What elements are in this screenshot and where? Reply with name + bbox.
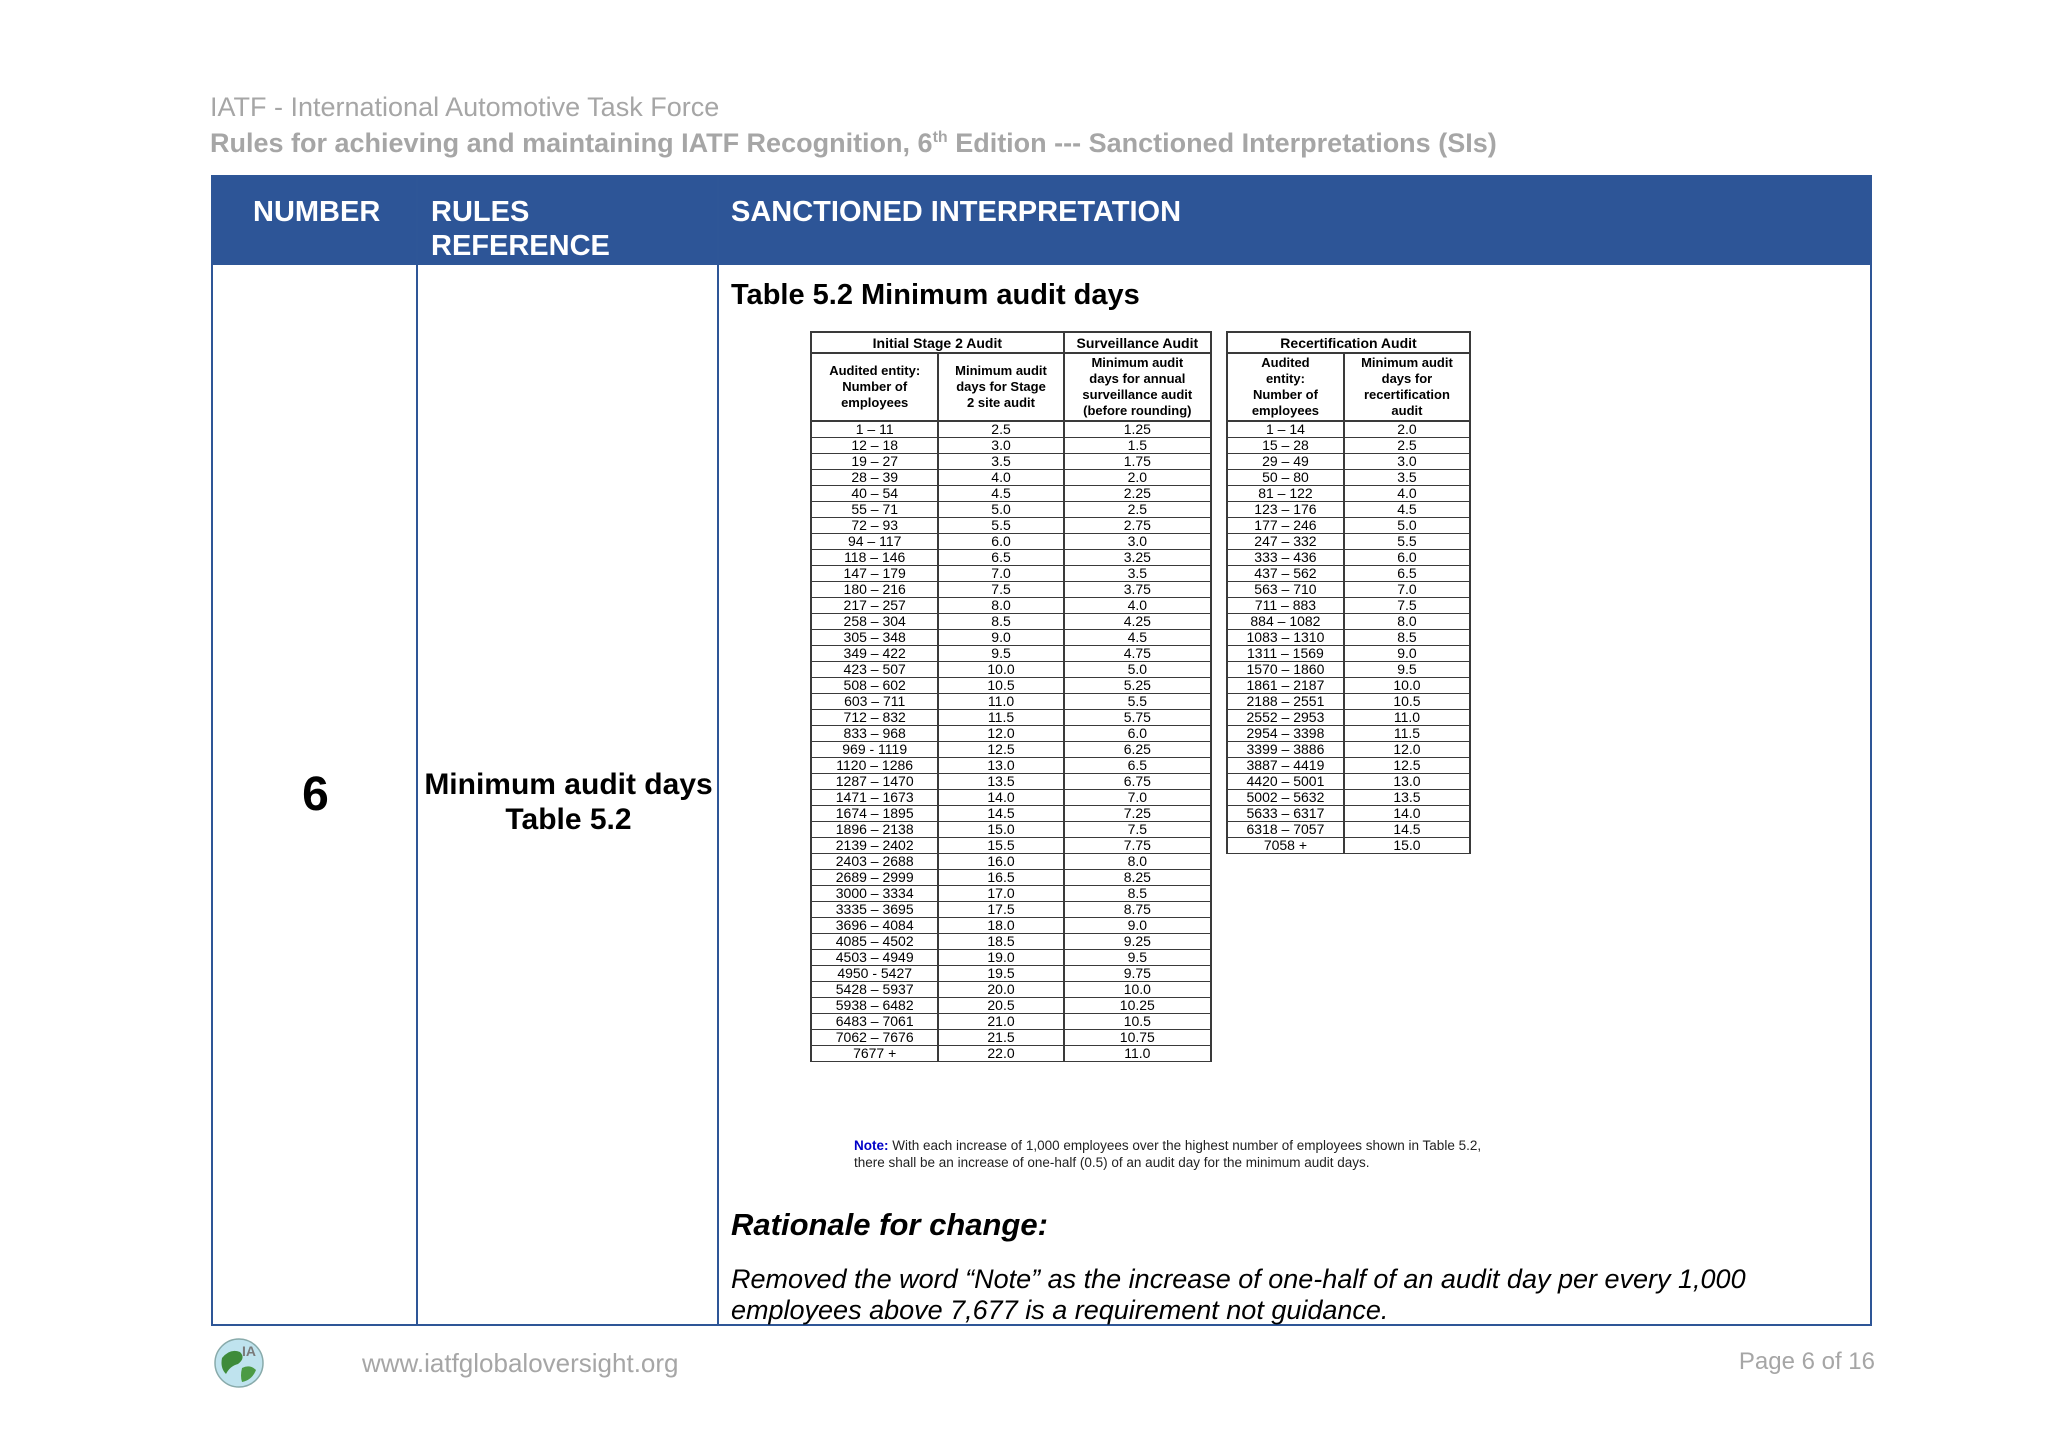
table-row — [811, 1030, 1211, 1046]
table-cell: 1120 – 1286 — [811, 758, 938, 774]
table-row — [811, 678, 1211, 694]
table-cell: 4.0 — [1344, 486, 1470, 502]
table-cell: 9.0 — [938, 630, 1063, 646]
table-row — [811, 534, 1211, 550]
table-cell: 81 – 122 — [1227, 486, 1344, 502]
table-cell: 9.0 — [1064, 918, 1211, 934]
table-cell: 1 – 14 — [1227, 421, 1344, 438]
table-cell: 6.5 — [938, 550, 1063, 566]
table-cell: 16.5 — [938, 870, 1063, 886]
table-row — [811, 918, 1211, 934]
table-cell: 94 – 117 — [811, 534, 938, 550]
table-cell: 7.5 — [1064, 822, 1211, 838]
table-cell: 177 – 246 — [1227, 518, 1344, 534]
table-cell: 9.5 — [1064, 950, 1211, 966]
table-cell: 5002 – 5632 — [1227, 790, 1344, 806]
col-header-surveillance-days: Minimum audit days for annual surveillance audit (before rounding) — [1064, 353, 1211, 421]
table-cell: 563 – 710 — [1227, 582, 1344, 598]
table-row — [1227, 678, 1470, 694]
svg-text:IA: IA — [242, 1343, 256, 1359]
table-cell: 180 – 216 — [811, 582, 938, 598]
table-cell: 21.5 — [938, 1030, 1063, 1046]
table-cell: 7.5 — [1344, 598, 1470, 614]
table-cell: 4420 – 5001 — [1227, 774, 1344, 790]
table-row — [811, 854, 1211, 870]
table-cell: 1674 – 1895 — [811, 806, 938, 822]
table-row — [811, 790, 1211, 806]
table-row — [811, 502, 1211, 518]
table-cell: 3887 – 4419 — [1227, 758, 1344, 774]
table-cell: 9.0 — [1344, 646, 1470, 662]
table-cell: 3.0 — [1344, 454, 1470, 470]
table-cell: 603 – 711 — [811, 694, 938, 710]
table-cell: 2.0 — [1344, 421, 1470, 438]
table-cell: 15.5 — [938, 838, 1063, 854]
table-row — [1227, 421, 1470, 438]
col-header-recert-employees: Audited entity: Number of employees — [1227, 353, 1344, 421]
table-cell: 5.5 — [1064, 694, 1211, 710]
table-cell: 9.5 — [938, 646, 1063, 662]
table-cell: 10.75 — [1064, 1030, 1211, 1046]
table-row — [1227, 454, 1470, 470]
table-cell: 12.0 — [1344, 742, 1470, 758]
table-cell: 2.75 — [1064, 518, 1211, 534]
table-row — [1227, 646, 1470, 662]
table-cell: 19.0 — [938, 950, 1063, 966]
table-cell: 5.0 — [1064, 662, 1211, 678]
table-row — [811, 662, 1211, 678]
footer-url: www.iatfglobaloversight.org — [362, 1348, 679, 1378]
table-row — [1227, 774, 1470, 790]
table-cell: 7062 – 7676 — [811, 1030, 938, 1046]
table-cell: 6483 – 7061 — [811, 1014, 938, 1030]
table-row — [1227, 534, 1470, 550]
table-cell: 8.5 — [1064, 886, 1211, 902]
table-row — [1227, 822, 1470, 838]
table-cell: 969 - 1119 — [811, 742, 938, 758]
table-cell: 10.0 — [1064, 982, 1211, 998]
table-row — [811, 582, 1211, 598]
table-cell: 2.5 — [1064, 502, 1211, 518]
table-cell: 4.0 — [1064, 598, 1211, 614]
table-cell: 247 – 332 — [1227, 534, 1344, 550]
table-cell: 3399 – 3886 — [1227, 742, 1344, 758]
table-cell: 18.0 — [938, 918, 1063, 934]
table-cell: 2552 – 2953 — [1227, 710, 1344, 726]
table-row — [1227, 742, 1470, 758]
group-header-recert: Recertification Audit — [1227, 332, 1470, 353]
table-row — [1227, 758, 1470, 774]
table-row — [811, 630, 1211, 646]
table-row — [811, 598, 1211, 614]
table-cell: 2.5 — [1344, 438, 1470, 454]
table-row — [811, 454, 1211, 470]
table-row — [811, 726, 1211, 742]
iatf-globe-logo-icon — [212, 1336, 266, 1390]
table-row — [811, 806, 1211, 822]
table-row — [1227, 502, 1470, 518]
table-cell: 8.25 — [1064, 870, 1211, 886]
table-cell: 6.0 — [938, 534, 1063, 550]
table-cell: 7.5 — [938, 582, 1063, 598]
table-row — [811, 566, 1211, 582]
table-cell: 14.0 — [938, 790, 1063, 806]
table-cell: 3.25 — [1064, 550, 1211, 566]
table-cell: 11.0 — [938, 694, 1063, 710]
table-cell: 4.25 — [1064, 614, 1211, 630]
table-row — [811, 998, 1211, 1014]
table-row — [811, 421, 1211, 438]
table-cell: 349 – 422 — [811, 646, 938, 662]
table-row — [811, 822, 1211, 838]
page-number: Page 6 of 16 — [1738, 1348, 1875, 1375]
table-row — [1227, 518, 1470, 534]
table-cell: 15.0 — [938, 822, 1063, 838]
table-row — [811, 870, 1211, 886]
table-row — [1227, 582, 1470, 598]
initial-audit-table — [810, 331, 1212, 1062]
table-cell: 423 – 507 — [811, 662, 938, 678]
table-cell: 333 – 436 — [1227, 550, 1344, 566]
table-cell: 1896 – 2138 — [811, 822, 938, 838]
table-row — [811, 518, 1211, 534]
table-cell: 5.25 — [1064, 678, 1211, 694]
table-cell: 2139 – 2402 — [811, 838, 938, 854]
table-cell: 10.5 — [1064, 1014, 1211, 1030]
table-cell: 6.0 — [1064, 726, 1211, 742]
table-cell: 147 – 179 — [811, 566, 938, 582]
table-cell: 11.5 — [938, 710, 1063, 726]
table-cell: 12.5 — [1344, 758, 1470, 774]
table-cell: 3.0 — [1064, 534, 1211, 550]
table-cell: 4.0 — [938, 470, 1063, 486]
table-cell: 19 – 27 — [811, 454, 938, 470]
table-row — [1227, 806, 1470, 822]
table-row — [811, 550, 1211, 566]
initial-audit-rows — [811, 421, 1211, 1062]
table-cell: 2.5 — [938, 421, 1063, 438]
table-cell: 7.0 — [938, 566, 1063, 582]
table-cell: 123 – 176 — [1227, 502, 1344, 518]
table-cell: 258 – 304 — [811, 614, 938, 630]
table-cell: 4.5 — [1064, 630, 1211, 646]
table-row — [811, 758, 1211, 774]
table-cell: 21.0 — [938, 1014, 1063, 1030]
table-row — [811, 710, 1211, 726]
table-cell: 4.5 — [938, 486, 1063, 502]
table-cell: 3.5 — [1064, 566, 1211, 582]
table-cell: 1083 – 1310 — [1227, 630, 1344, 646]
table-cell: 19.5 — [938, 966, 1063, 982]
table-cell: 7.75 — [1064, 838, 1211, 854]
rationale-heading: Rationale for change: — [731, 1207, 1048, 1242]
table-cell: 14.5 — [1344, 822, 1470, 838]
col-divider — [717, 177, 719, 1324]
group-header-surveillance: Surveillance Audit — [1064, 332, 1211, 353]
table-cell: 2188 – 2551 — [1227, 694, 1344, 710]
table-cell: 13.5 — [938, 774, 1063, 790]
table-note: Note: With each increase of 1,000 employees over the highest number of employees shown in Table 5.2, there shall be an increase of one-half (0.5) of an audit day for the minimum audit days. — [854, 1138, 1482, 1170]
table-cell: 437 – 562 — [1227, 566, 1344, 582]
table-cell: 6.5 — [1344, 566, 1470, 582]
table-cell: 118 – 146 — [811, 550, 938, 566]
table-cell: 7.0 — [1344, 582, 1470, 598]
group-header-initial: Initial Stage 2 Audit — [811, 332, 1064, 353]
table-cell: 5938 – 6482 — [811, 998, 938, 1014]
header-divider — [213, 263, 1870, 265]
table-cell: 2954 – 3398 — [1227, 726, 1344, 742]
table-row — [811, 950, 1211, 966]
table-row — [811, 438, 1211, 454]
table-cell: 8.5 — [938, 614, 1063, 630]
table-cell: 1471 – 1673 — [811, 790, 938, 806]
table-cell: 15 – 28 — [1227, 438, 1344, 454]
table-cell: 9.25 — [1064, 934, 1211, 950]
table-cell: 12.0 — [938, 726, 1063, 742]
table-cell: 5428 – 5937 — [811, 982, 938, 998]
table-cell: 9.75 — [1064, 966, 1211, 982]
table-row — [811, 934, 1211, 950]
table-cell: 10.0 — [938, 662, 1063, 678]
table-cell: 5.5 — [1344, 534, 1470, 550]
table-cell: 6318 – 7057 — [1227, 822, 1344, 838]
table-row — [1227, 566, 1470, 582]
table-cell: 8.5 — [1344, 630, 1470, 646]
table-cell: 14.5 — [938, 806, 1063, 822]
table-row — [1227, 470, 1470, 486]
doc-title: Rules for achieving and maintaining IATF Recognition, 6th Edition --- Sanctioned Interpretations (SIs) — [210, 128, 1497, 158]
table-row — [811, 838, 1211, 854]
table-cell: 3335 – 3695 — [811, 902, 938, 918]
table-row — [811, 902, 1211, 918]
table-cell: 305 – 348 — [811, 630, 938, 646]
table-cell: 1.5 — [1064, 438, 1211, 454]
table-cell: 2403 – 2688 — [811, 854, 938, 870]
table-cell: 7058 + — [1227, 838, 1344, 854]
table-row — [811, 486, 1211, 502]
table-cell: 1287 – 1470 — [811, 774, 938, 790]
table-cell: 884 – 1082 — [1227, 614, 1344, 630]
table-cell: 712 – 832 — [811, 710, 938, 726]
rules-reference: Minimum audit days Table 5.2 — [424, 768, 713, 836]
table-row — [1227, 694, 1470, 710]
table-row — [811, 1046, 1211, 1062]
table-row — [1227, 438, 1470, 454]
table-cell: 1570 – 1860 — [1227, 662, 1344, 678]
table-row — [811, 774, 1211, 790]
table-cell: 5633 – 6317 — [1227, 806, 1344, 822]
table-cell: 7.0 — [1064, 790, 1211, 806]
si-number: 6 — [302, 768, 329, 821]
table-row — [1227, 598, 1470, 614]
table-cell: 20.0 — [938, 982, 1063, 998]
table-cell: 5.0 — [938, 502, 1063, 518]
table-row — [1227, 662, 1470, 678]
table-cell: 17.0 — [938, 886, 1063, 902]
col-header-employees: Audited entity: Number of employees — [811, 353, 938, 421]
table-cell: 1861 – 2187 — [1227, 678, 1344, 694]
table-row — [811, 470, 1211, 486]
table-cell: 8.0 — [1344, 614, 1470, 630]
table-row — [811, 966, 1211, 982]
table-cell: 1.75 — [1064, 454, 1211, 470]
col-si-header: SANCTIONED INTERPRETATION — [731, 196, 1182, 228]
table-cell: 5.0 — [1344, 518, 1470, 534]
table-row — [1227, 710, 1470, 726]
table-cell: 4503 – 4949 — [811, 950, 938, 966]
table-cell: 2689 – 2999 — [811, 870, 938, 886]
table-row — [811, 646, 1211, 662]
table-cell: 20.5 — [938, 998, 1063, 1014]
table-cell: 17.5 — [938, 902, 1063, 918]
table-cell: 14.0 — [1344, 806, 1470, 822]
table-cell: 6.0 — [1344, 550, 1470, 566]
table-cell: 9.5 — [1344, 662, 1470, 678]
table-cell: 3696 – 4084 — [811, 918, 938, 934]
table-cell: 10.5 — [938, 678, 1063, 694]
table-cell: 508 – 602 — [811, 678, 938, 694]
table-cell: 12.5 — [938, 742, 1063, 758]
table-cell: 1.25 — [1064, 421, 1211, 438]
table-cell: 8.0 — [938, 598, 1063, 614]
table-cell: 10.25 — [1064, 998, 1211, 1014]
table-row — [1227, 486, 1470, 502]
table-cell: 3.0 — [938, 438, 1063, 454]
recert-audit-table — [1226, 331, 1471, 854]
table-row — [1227, 630, 1470, 646]
table-row — [811, 982, 1211, 998]
recert-audit-rows — [1227, 421, 1470, 854]
table-row — [811, 886, 1211, 902]
table-cell: 12 – 18 — [811, 438, 938, 454]
table-cell: 3000 – 3334 — [811, 886, 938, 902]
table-cell: 8.0 — [1064, 854, 1211, 870]
table-row — [1227, 726, 1470, 742]
table-row — [1227, 550, 1470, 566]
table-row — [811, 614, 1211, 630]
table-cell: 10.0 — [1344, 678, 1470, 694]
table-cell: 217 – 257 — [811, 598, 938, 614]
table-cell: 711 – 883 — [1227, 598, 1344, 614]
table-cell: 4.5 — [1344, 502, 1470, 518]
si-table — [211, 175, 1872, 1326]
table-row — [811, 694, 1211, 710]
table-row — [1227, 790, 1470, 806]
table-cell: 1 – 11 — [811, 421, 938, 438]
col-divider — [416, 177, 418, 1324]
table-cell: 2.0 — [1064, 470, 1211, 486]
table-cell: 72 – 93 — [811, 518, 938, 534]
table-cell: 16.0 — [938, 854, 1063, 870]
doc-org-title: IATF - International Automotive Task Force — [210, 92, 720, 122]
table-cell: 13.0 — [938, 758, 1063, 774]
table-cell: 833 – 968 — [811, 726, 938, 742]
table-cell: 11.5 — [1344, 726, 1470, 742]
table-row — [1227, 838, 1470, 854]
table-cell: 1311 – 1569 — [1227, 646, 1344, 662]
table-cell: 15.0 — [1344, 838, 1470, 854]
table-cell: 3.75 — [1064, 582, 1211, 598]
col-rules-header: RULES REFERENCE — [431, 196, 610, 262]
table-cell: 7677 + — [811, 1046, 938, 1062]
table-cell: 3.5 — [1344, 470, 1470, 486]
table-cell: 4.75 — [1064, 646, 1211, 662]
table-cell: 2.25 — [1064, 486, 1211, 502]
table-cell: 55 – 71 — [811, 502, 938, 518]
table-cell: 11.0 — [1064, 1046, 1211, 1062]
table-cell: 22.0 — [938, 1046, 1063, 1062]
table-cell: 50 – 80 — [1227, 470, 1344, 486]
table-cell: 13.0 — [1344, 774, 1470, 790]
table-row — [1227, 614, 1470, 630]
table-cell: 7.25 — [1064, 806, 1211, 822]
table-cell: 18.5 — [938, 934, 1063, 950]
table-cell: 13.5 — [1344, 790, 1470, 806]
table-row — [811, 1014, 1211, 1030]
si-table-header — [213, 177, 1870, 263]
table-cell: 28 – 39 — [811, 470, 938, 486]
table-cell: 6.5 — [1064, 758, 1211, 774]
table-cell: 5.5 — [938, 518, 1063, 534]
table-cell: 5.75 — [1064, 710, 1211, 726]
table-cell: 10.5 — [1344, 694, 1470, 710]
table-cell: 40 – 54 — [811, 486, 938, 502]
table-cell: 11.0 — [1344, 710, 1470, 726]
col-header-stage2-days: Minimum audit days for Stage 2 site audit — [938, 353, 1063, 421]
col-number-header: NUMBER — [253, 196, 381, 228]
table-cell: 3.5 — [938, 454, 1063, 470]
col-header-recert-days: Minimum audit days for recertification audit — [1344, 353, 1470, 421]
table-cell: 8.75 — [1064, 902, 1211, 918]
table-cell: 4950 - 5427 — [811, 966, 938, 982]
table-cell: 4085 – 4502 — [811, 934, 938, 950]
rationale-text: Removed the word “Note” as the increase of one-half of an audit day per every 1,000 employees above 7,677 is a requirement not guidance. — [731, 1264, 1746, 1325]
table-row — [811, 742, 1211, 758]
si-table-title: Table 5.2 Minimum audit days — [731, 279, 1140, 311]
table-cell: 29 – 49 — [1227, 454, 1344, 470]
table-cell: 6.25 — [1064, 742, 1211, 758]
table-cell: 6.75 — [1064, 774, 1211, 790]
